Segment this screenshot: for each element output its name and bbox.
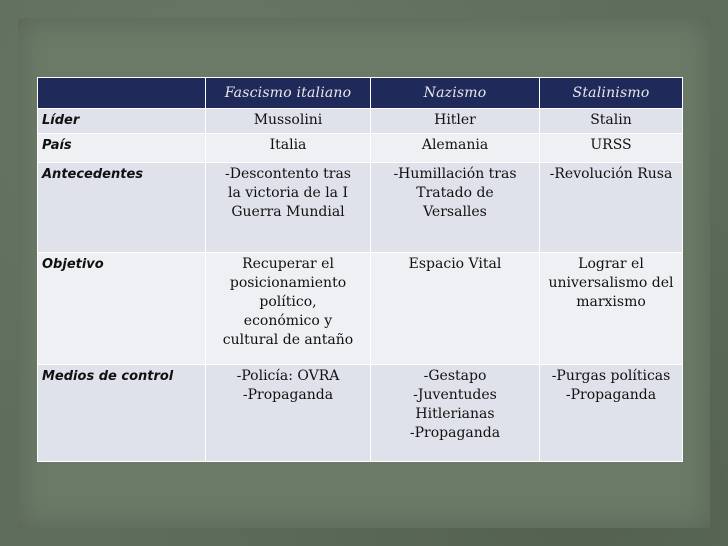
table-row	[38, 163, 683, 253]
cell-line: cultural de antaño	[222, 332, 354, 348]
table-row	[38, 109, 683, 134]
table-cell	[371, 163, 540, 253]
cell-line: económico y	[243, 313, 333, 329]
table-cell	[540, 134, 683, 163]
table-row	[38, 253, 683, 365]
cell-line: -Descontento tras	[225, 166, 351, 182]
table-cell	[540, 253, 683, 365]
cell-line: -Gestapo	[423, 368, 487, 384]
cell-line: Italia	[269, 137, 307, 153]
header-nazismo: Nazismo	[371, 78, 540, 109]
cell-line: posicionamiento	[229, 275, 347, 291]
table-cell	[206, 365, 371, 462]
table-row	[38, 365, 683, 462]
row-label-objetivo: Objetivo	[38, 253, 206, 365]
cell-line: Mussolini	[253, 112, 323, 128]
cell-line: -Propaganda	[242, 387, 334, 403]
cell-line: -Revolución Rusa	[549, 166, 673, 182]
header-fascismo-italiano: Fascismo italiano	[206, 78, 371, 109]
comparison-table	[37, 77, 683, 462]
cell-line: -Propaganda	[565, 387, 657, 403]
table-header-row	[38, 78, 683, 109]
cell-line: Guerra Mundial	[231, 204, 345, 220]
cell-line: Stalin	[590, 112, 632, 128]
table-cell	[540, 365, 683, 462]
cell-line: -Juventudes	[413, 387, 497, 403]
cell-line: Tratado de	[416, 185, 494, 201]
row-label-antecedentes: Antecedentes	[38, 163, 206, 253]
table-cell	[206, 134, 371, 163]
cell-line: marxismo	[576, 294, 646, 310]
row-label-pais: País	[38, 134, 206, 163]
cell-line: la victoria de la I	[227, 185, 349, 201]
table-cell	[540, 109, 683, 134]
table-cell	[371, 365, 540, 462]
cell-line: -Policía: OVRA	[236, 368, 340, 384]
table-row	[38, 134, 683, 163]
table-cell	[540, 163, 683, 253]
cell-line: -Propaganda	[409, 425, 501, 441]
cell-line: Recuperar el	[242, 256, 334, 272]
table-cell	[206, 163, 371, 253]
cell-line: político,	[259, 294, 317, 310]
header-stalinismo: Stalinismo	[540, 78, 683, 109]
cell-line: universalismo del	[548, 275, 674, 291]
cell-line: Hitler	[434, 112, 476, 128]
cell-line: Alemania	[421, 137, 489, 153]
row-label-lider: Líder	[38, 109, 206, 134]
table-cell	[206, 253, 371, 365]
row-label-medios-de-control: Medios de control	[38, 365, 206, 462]
cell-line: URSS	[590, 137, 632, 153]
cell-line: Hitlerianas	[415, 406, 495, 422]
cell-line: Lograr el	[578, 256, 644, 272]
cell-line: Espacio Vital	[408, 256, 502, 272]
table-cell	[371, 109, 540, 134]
table-cell	[206, 109, 371, 134]
header-corner	[38, 78, 206, 109]
table-cell	[371, 134, 540, 163]
cell-line: Versalles	[423, 204, 487, 220]
cell-line: -Humillación tras	[393, 166, 517, 182]
table-cell	[371, 253, 540, 365]
cell-line: -Purgas políticas	[551, 368, 671, 384]
